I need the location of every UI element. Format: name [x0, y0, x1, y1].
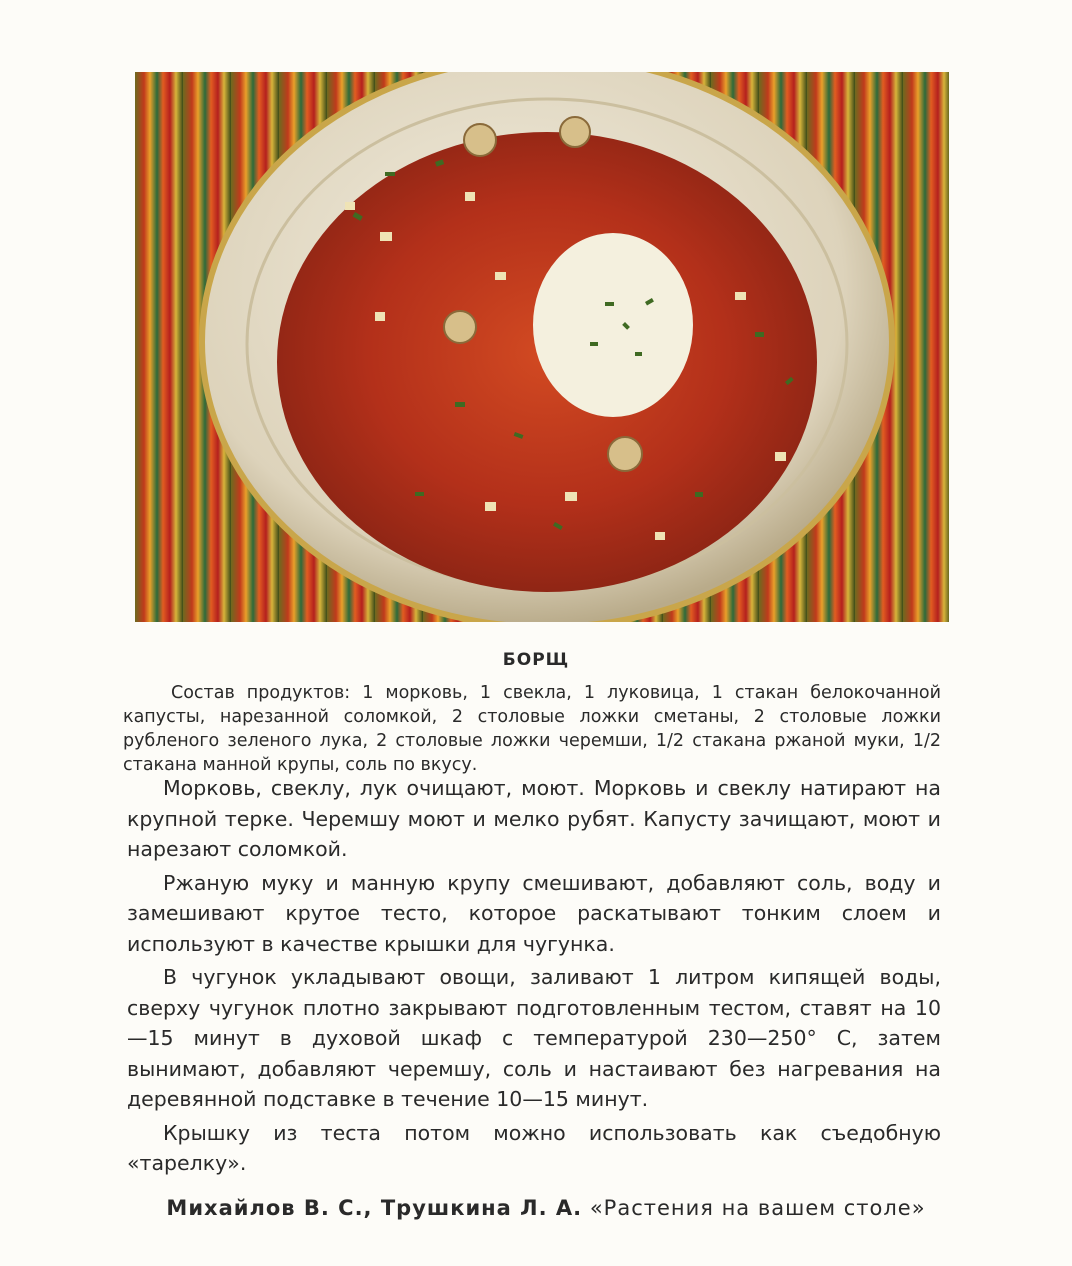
borscht-illustration	[135, 72, 949, 622]
borscht-photo	[135, 72, 949, 622]
recipe-instructions	[127, 773, 941, 1182]
sour-cream	[533, 233, 693, 417]
recipe-title: БОРЩ	[502, 650, 570, 670]
book-title: «Растения на вашем столе»	[589, 1196, 926, 1220]
instruction-paragraph: В чугунок укладывают овощи, заливают 1 литром кипящей воды, сверху чугунок плотно закрывают подготовленным тестом, ставят на 10—15 минут в духовой шкаф с температурой 230—250° С, затем вынимают, добавляют черемшу, соль и настаивают без нагревания на деревянной подставке в течение 10—15 минут.	[127, 965, 941, 1111]
book-authors: Михайлов В. С., Трушкина Л. А.	[166, 1196, 583, 1220]
instruction-paragraph: Ржаную муку и манную крупу смешивают, добавляют соль, воду и замешивают крутое тесто, которое раскатывают тонким слоем и используют в качестве крышки для чугунка.	[127, 870, 941, 956]
ingredients-list: Состав продуктов: 1 морковь, 1 свекла, 1 луковица, 1 стакан белокочанной капусты, нарезанной соломкой, 2 столовые ложки сметаны, 2 столовые ложки рубленого зеленого лука, 2 столовые ложки черемши, 1/2 стакана ржаной муки, 1/2 стакана манной крупы, соль по вкусу.	[123, 683, 941, 775]
instruction-paragraph: Морковь, свеклу, лук очищают, моют. Морковь и свеклу натирают на крупной терке. Черемшу моют и мелко рубят. Капусту зачищают, моют и нарезают соломкой.	[127, 776, 941, 861]
instruction-paragraph: Крышку из теста потом можно использовать как съедобную «тарелку».	[127, 1120, 941, 1175]
book-citation	[0, 1196, 1072, 1220]
